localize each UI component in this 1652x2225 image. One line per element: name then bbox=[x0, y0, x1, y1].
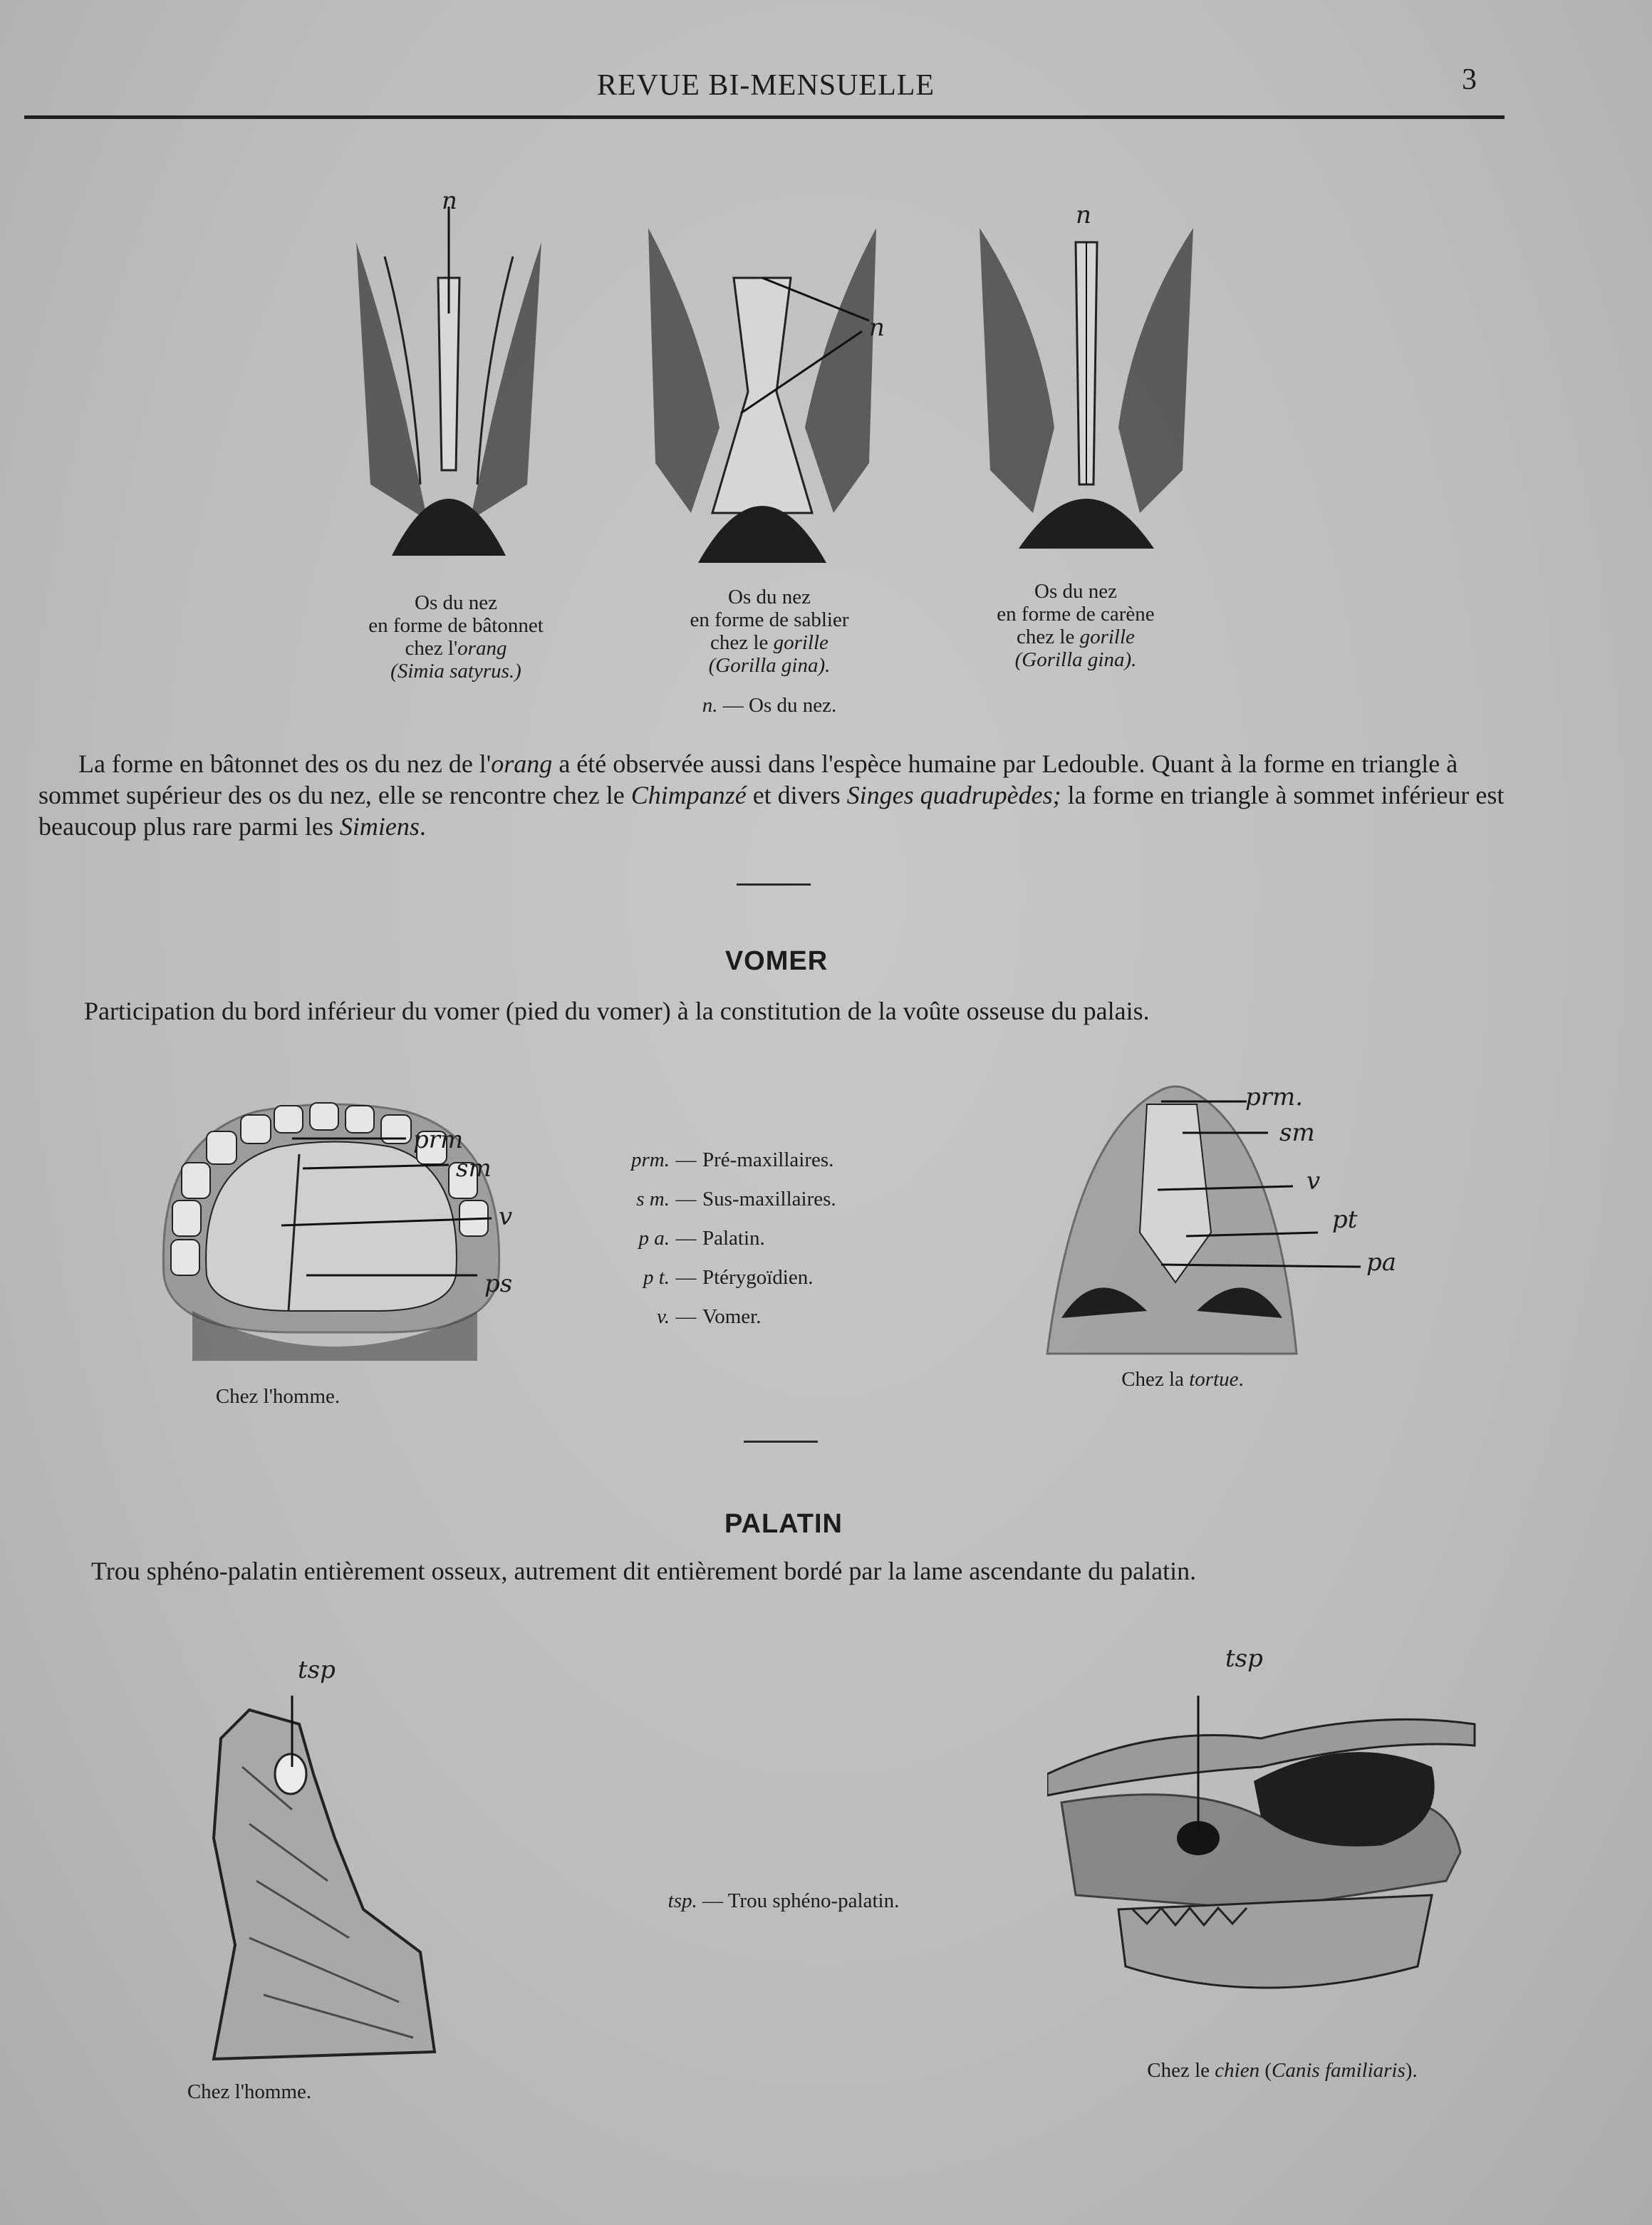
vomer-legend bbox=[598, 1148, 836, 1329]
label-ps-left: ps bbox=[484, 1270, 513, 1298]
label-n-fig2: n bbox=[869, 313, 885, 342]
caption-palatine-human: Chez l'homme. bbox=[187, 2080, 312, 2103]
label-n-fig3: n bbox=[1076, 201, 1091, 229]
figure-nasal-gorilla-hourglass bbox=[641, 214, 883, 570]
section-heading-palatin: PALATIN bbox=[724, 1509, 843, 1539]
caption-palatine-dog: Chez le chien (Canis familiaris). bbox=[1147, 2059, 1418, 2082]
label-pa-right: pa bbox=[1366, 1248, 1397, 1277]
figure-nasal-orang bbox=[342, 185, 556, 570]
running-header: REVUE BI-MENSUELLE bbox=[596, 69, 935, 102]
figure-palate-tortoise bbox=[1033, 1076, 1446, 1361]
header-rule bbox=[24, 115, 1505, 119]
caption-palate-human: Chez l'homme. bbox=[215, 1385, 341, 1408]
caption-fig3: Os du nez en forme de carène chez le gorille (Gorilla gina). bbox=[997, 580, 1155, 671]
label-sm-left: sm bbox=[456, 1154, 492, 1183]
caption-fig2: Os du nez en forme de sablier chez le gorille (Gorilla gina). bbox=[690, 586, 849, 677]
label-sm-right: sm bbox=[1279, 1119, 1315, 1147]
caption-palate-tortoise: Chez la tortue. bbox=[1121, 1368, 1244, 1391]
figure-nasal-gorilla-keel bbox=[976, 214, 1197, 556]
section-separator bbox=[744, 1441, 818, 1443]
nose-legend: n. — Os du nez. bbox=[702, 694, 837, 717]
section-separator bbox=[737, 883, 811, 886]
label-n-fig1: n bbox=[442, 187, 457, 215]
vomer-lead: Participation du bord inférieur du vomer (pied du vomer) à la constitution de la voûte osseuse du palais. bbox=[84, 997, 1150, 1025]
figure-palatine-dog bbox=[1047, 1696, 1489, 2038]
legend-row: p t. — Ptérygoïdien. bbox=[643, 1266, 814, 1289]
label-v-left: v bbox=[499, 1203, 513, 1231]
palatin-legend: tsp. — Trou sphéno-palatin. bbox=[667, 1889, 900, 1912]
page-number: 3 bbox=[1462, 63, 1477, 96]
caption-fig1: Os du nez en forme de bâtonnet chez l'orang (Simia satyrus.) bbox=[368, 591, 544, 683]
legend-row: v. — Vomer. bbox=[657, 1305, 762, 1328]
legend-row: s m. — Sus-maxillaires. bbox=[636, 1188, 836, 1210]
figure-palatine-human bbox=[185, 1696, 456, 2066]
figure-palate-human bbox=[150, 1097, 520, 1368]
palatin-lead: Trou sphéno-palatin entièrement osseux, autrement dit entièrement bordé par la lame ascendante du palatin. bbox=[91, 1557, 1197, 1585]
label-v-right: v bbox=[1306, 1167, 1321, 1196]
legend-row: prm. — Pré-maxillaires. bbox=[631, 1148, 834, 1171]
label-prm-right: prm. bbox=[1245, 1083, 1304, 1111]
body-paragraph: La forme en bâtonnet des os du nez de l'orang a été observée aussi dans l'espèce humaine par Ledouble. Quant à la forme en triangle à sommet supérieur des os du nez, elle se rencontre chez le Chimpanzé et divers Singes quadrupèdes; la forme en triangle à sommet inférieur est beaucoup plus rare parmi les Simiens. bbox=[38, 750, 1505, 841]
label-tsp-right: tsp bbox=[1225, 1644, 1263, 1673]
label-tsp-left: tsp bbox=[298, 1656, 336, 1684]
label-prm-left: prm bbox=[413, 1126, 464, 1154]
label-pt-right: pt bbox=[1332, 1205, 1358, 1234]
legend-row: p a. — Palatin. bbox=[638, 1227, 765, 1250]
section-heading-vomer: VOMER bbox=[724, 946, 828, 976]
